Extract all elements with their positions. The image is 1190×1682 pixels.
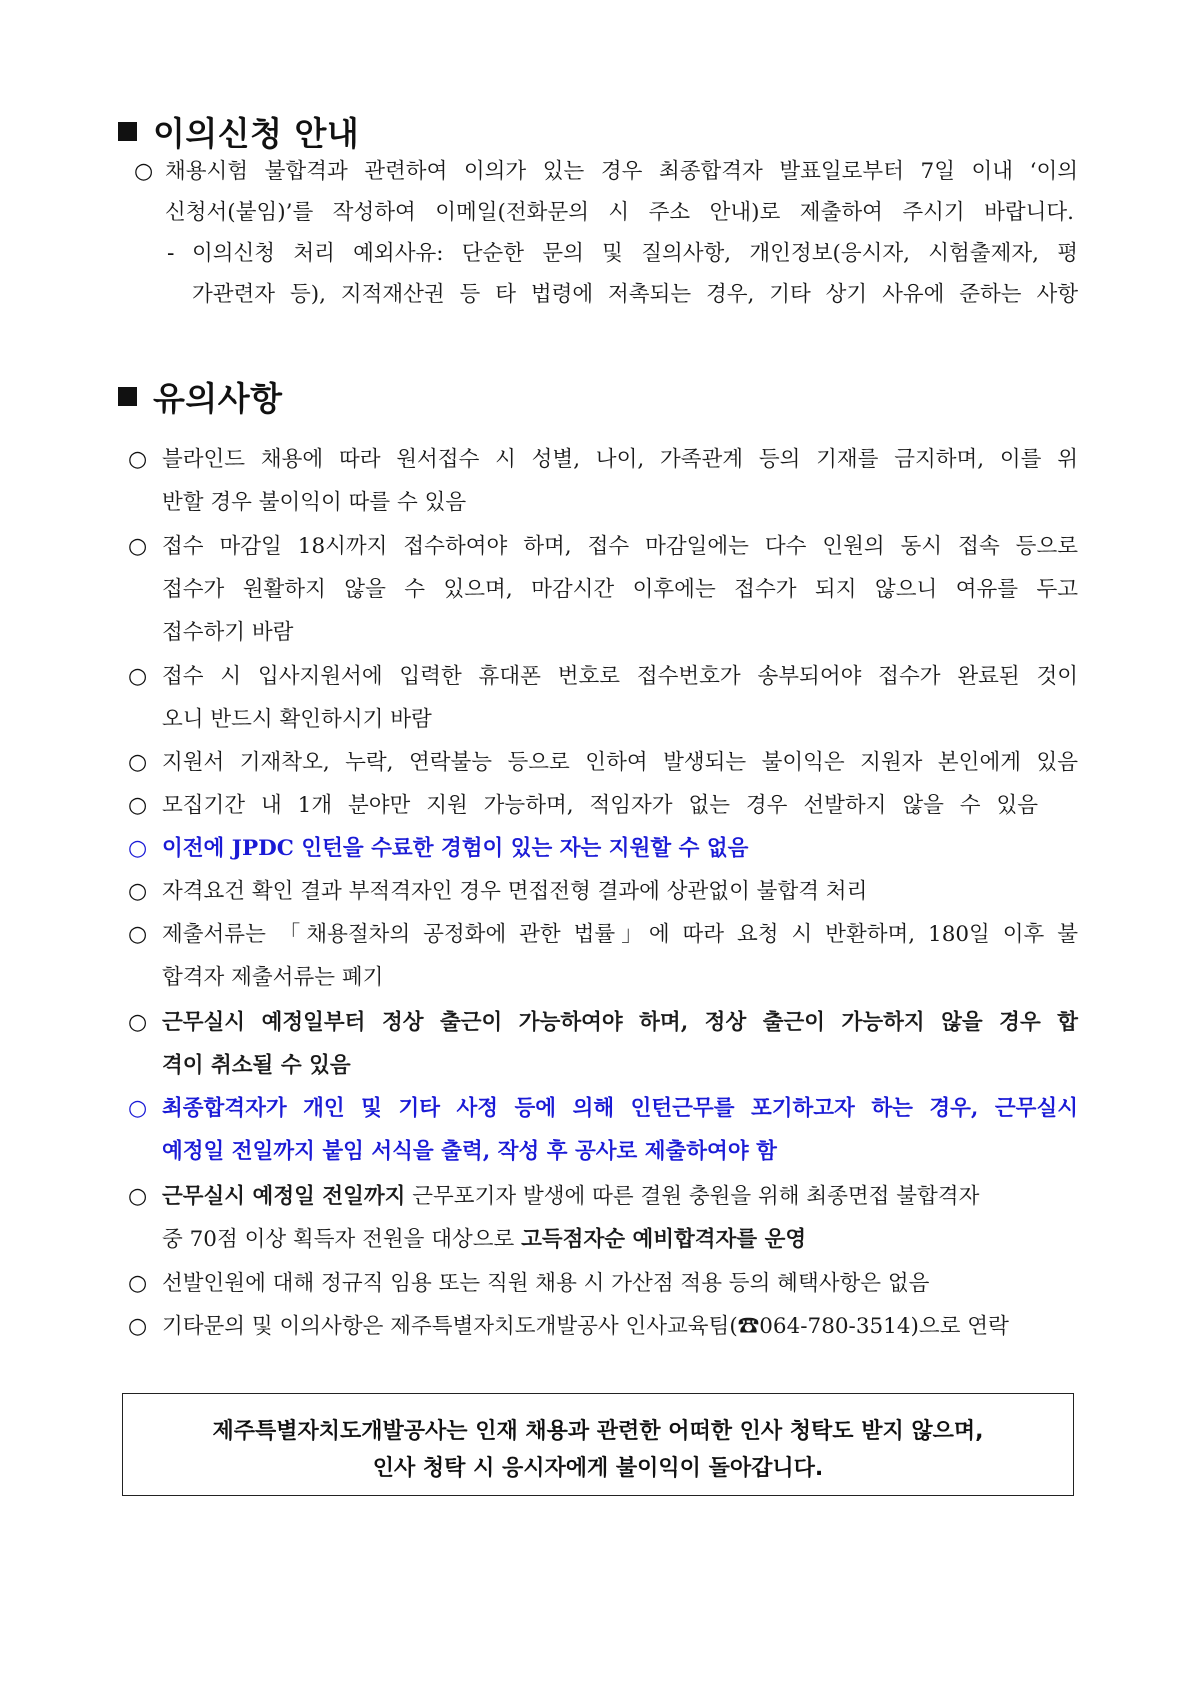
circle-bullet-icon: ○ bbox=[128, 1184, 148, 1209]
appeal-intro-line-2: 신청서(붙임)’를 작성하여 이메일(전화문의 시 주소 안내)로 제출하여 주시기 바랍니다. bbox=[165, 200, 1074, 225]
note-item-line-highlight: 예정일 전일까지 붙임 서식을 출력, 작성 후 공사로 제출하여야 함 bbox=[162, 1139, 777, 1164]
note-item-line: 접수 시 입사지원서에 입력한 휴대폰 번호로 접수번호가 송부되어야 접수가 완료된 것이 bbox=[162, 664, 1078, 689]
circle-bullet-icon: ○ bbox=[128, 793, 148, 818]
note-item-line: 합격자 제출서류는 폐기 bbox=[162, 965, 384, 990]
section-heading-appeal: 이의신청 안내 bbox=[118, 108, 359, 155]
circle-bullet-icon: ○ bbox=[128, 879, 148, 904]
square-bullet-icon bbox=[118, 387, 137, 406]
note-item-line: 반할 경우 불이익이 따를 수 있음 bbox=[162, 490, 467, 515]
circle-bullet-icon: ○ bbox=[128, 1314, 148, 1339]
note-item-line: 기타문의 및 이의사항은 제주특별자치도개발공사 인사교육팀(☎064-780-3514)으로 연락 bbox=[162, 1314, 1009, 1339]
note-item-line: 자격요건 확인 결과 부적격자인 경우 면접전형 결과에 상관없이 불합격 처리 bbox=[162, 879, 868, 904]
note-item-line: 접수 마감일 18시까지 접수하여야 하며, 접수 마감일에는 다수 인원의 동시 접속 등으로 bbox=[162, 534, 1078, 559]
notice-box bbox=[122, 1393, 1074, 1496]
note-item-line: 접수가 원활하지 않을 수 있으며, 마감시간 이후에는 접수가 되지 않으니 여유를 두고 bbox=[162, 577, 1078, 602]
appeal-intro-line-1: 채용시험 불합격과 관련하여 이의가 있는 경우 최종합격자 발표일로부터 7일 이내 ‘이의 bbox=[165, 159, 1078, 184]
note-item-line: 접수하기 바람 bbox=[162, 620, 294, 645]
circle-bullet-icon: ○ bbox=[128, 750, 148, 775]
appeal-exception-line-2: 가관련자 등), 지적재산권 등 타 법령에 저촉되는 경우, 기타 상기 사유에 준하는 사항 bbox=[192, 282, 1078, 307]
circle-bullet-icon: ○ bbox=[128, 836, 148, 861]
square-bullet-icon bbox=[118, 122, 137, 141]
circle-bullet-icon: ○ bbox=[128, 1096, 148, 1121]
section-heading-notes: 유의사항 bbox=[118, 373, 283, 420]
circle-bullet-icon: ○ bbox=[128, 447, 148, 472]
note-item-line: 선발인원에 대해 정규직 임용 또는 직원 채용 시 가산점 적용 등의 혜택사항은 없음 bbox=[162, 1271, 930, 1296]
circle-bullet-icon: ○ bbox=[128, 1010, 148, 1035]
note-item-line-bold: 근무실시 예정일부터 정상 출근이 가능하여야 하며, 정상 출근이 가능하지 않을 경우 합 bbox=[162, 1010, 1078, 1035]
circle-bullet-icon: ○ bbox=[128, 922, 148, 947]
note-item-line-highlight: 최종합격자가 개인 및 기타 사정 등에 의해 인턴근무를 포기하고자 하는 경우, 근무실시 bbox=[162, 1096, 1078, 1121]
circle-bullet-icon: ○ bbox=[128, 534, 148, 559]
note-item-line: 제출서류는 「채용절차의 공정화에 관한 법률」에 따라 요청 시 반환하며, 180일 이후 불 bbox=[162, 922, 1078, 947]
note-item-line: 블라인드 채용에 따라 원서접수 시 성별, 나이, 가족관계 등의 기재를 금지하며, 이를 위 bbox=[162, 447, 1078, 472]
note-item-line: 지원서 기재착오, 누락, 연락불능 등으로 인하여 발생되는 불이익은 지원자 본인에게 있음 bbox=[162, 750, 1078, 775]
note-item-line-mixed: 중 70점 이상 획득자 전원을 대상으로 고득점자순 예비합격자를 운영 bbox=[162, 1227, 807, 1252]
note-item-line: 오니 반드시 확인하시기 바람 bbox=[162, 707, 432, 732]
notice-line-1: 제주특별자치도개발공사는 인재 채용과 관련한 어떠한 인사 청탁도 받지 않으며, bbox=[212, 1419, 984, 1444]
note-item-line-highlight: 이전에 JPDC 인턴을 수료한 경험이 있는 자는 지원할 수 없음 bbox=[162, 836, 749, 861]
dash-bullet-icon: - bbox=[167, 241, 175, 266]
circle-bullet-icon: ○ bbox=[128, 1271, 148, 1296]
circle-bullet-icon: ○ bbox=[128, 664, 148, 689]
note-item-line-mixed: 근무실시 예정일 전일까지 근무포기자 발생에 따른 결원 충원을 위해 최종면접 불합격자 bbox=[162, 1184, 980, 1209]
circle-bullet-icon: ○ bbox=[134, 159, 154, 184]
appeal-exception-line-1: 이의신청 처리 예외사유: 단순한 문의 및 질의사항, 개인정보(응시자, 시험출제자, 평 bbox=[192, 241, 1078, 266]
notice-line-2: 인사 청탁 시 응시자에게 불이익이 돌아갑니다. bbox=[372, 1456, 824, 1481]
note-item-line: 모집기간 내 1개 분야만 지원 가능하며, 적임자가 없는 경우 선발하지 않을 수 있음 bbox=[162, 793, 1038, 818]
note-item-line-bold: 격이 취소될 수 있음 bbox=[162, 1053, 351, 1078]
